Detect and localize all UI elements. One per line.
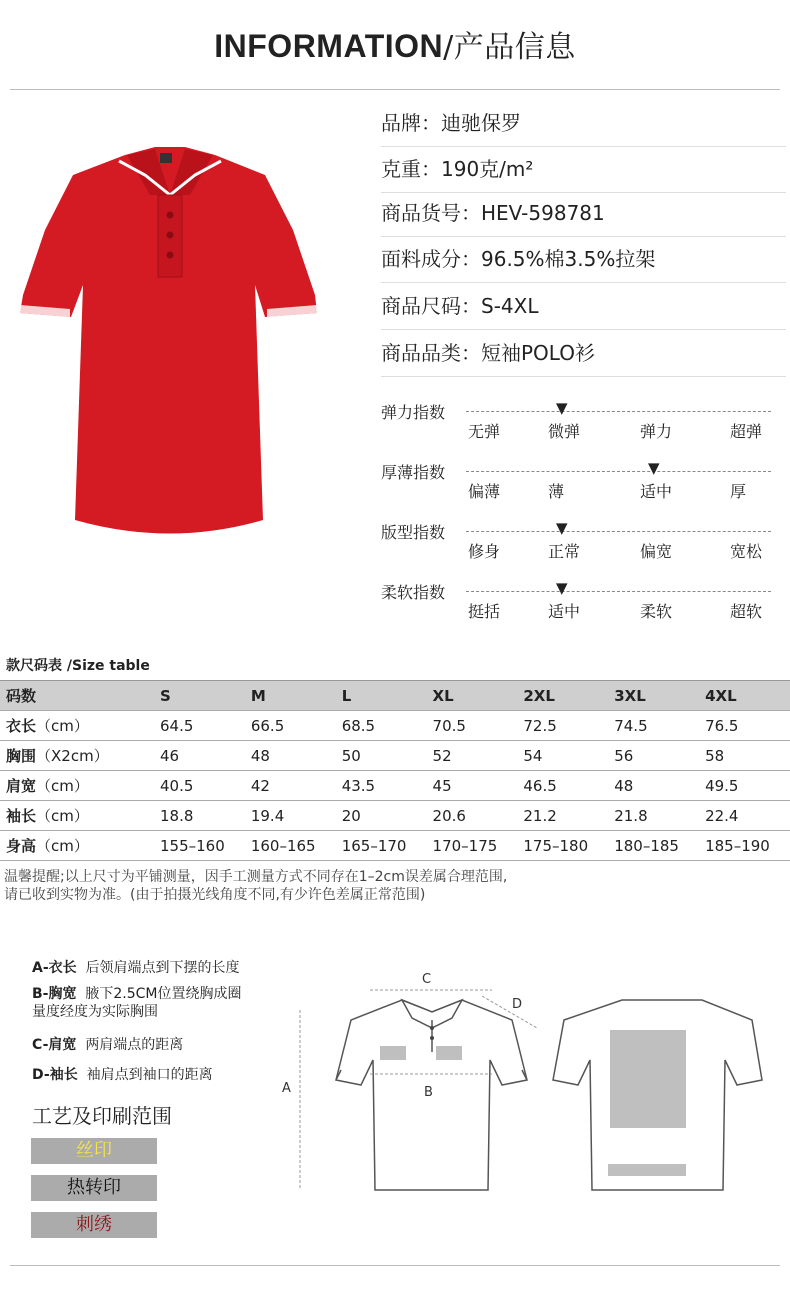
index-option: 薄 xyxy=(548,482,565,501)
index-option: 修身 xyxy=(468,542,501,561)
index-line xyxy=(466,531,771,532)
measure-a: A-衣长 后领肩端点到下摆的长度 xyxy=(32,960,240,976)
info-weight: 克重：190克/m² xyxy=(381,146,786,193)
divider xyxy=(10,89,780,90)
table-row: 胸围（X2cm） 46 48 50 52 54 56 58 xyxy=(0,741,790,771)
selected-arrow-icon: ▼ xyxy=(648,459,660,477)
index-option: 柔软 xyxy=(640,602,673,621)
size-table-title: 款尺码表 /Size table xyxy=(6,658,150,674)
title-en: INFORMATION xyxy=(214,28,444,64)
index-line xyxy=(466,471,771,472)
label-b: B xyxy=(424,1085,433,1100)
index-option: 适中 xyxy=(548,602,581,621)
info-brand: 品牌：迪驰保罗 xyxy=(381,100,786,147)
index-option: 偏宽 xyxy=(640,542,673,561)
craft-embroidery: 刺绣 xyxy=(31,1212,157,1238)
index-option: 微弹 xyxy=(548,422,581,441)
table-row: 袖长（cm） 18.8 19.4 20 20.6 21.2 21.8 22.4 xyxy=(0,801,790,831)
info-sku: 商品货号：HEV-598781 xyxy=(381,190,786,237)
index-option: 弹力 xyxy=(640,422,673,441)
index-option: 正常 xyxy=(548,542,581,561)
index-label: 版型指数 xyxy=(381,523,446,542)
selected-arrow-icon: ▼ xyxy=(556,399,568,417)
craft-title: 工艺及印刷范围 xyxy=(32,1104,172,1128)
measure-b: B-胸宽 腋下2.5CM位置绕胸成圈 量度经度为实际胸围 xyxy=(32,986,242,1020)
index-option: 偏薄 xyxy=(468,482,501,501)
label-d: D xyxy=(512,997,523,1012)
index-line xyxy=(466,411,771,412)
size-table xyxy=(0,680,790,861)
size-note: 温馨提醒;以上尺寸为平铺测量，因手工测量方式不同存在1–2cm误差属合理范围, 请已收到实物为准。(由于拍摄光线角度不同,有少许色差属正常范围) xyxy=(4,869,508,903)
label-c: C xyxy=(422,972,432,987)
footer-divider xyxy=(10,1265,780,1266)
info-size: 商品尺码：S-4XL xyxy=(381,283,786,330)
index-option: 无弹 xyxy=(468,422,501,441)
index-line xyxy=(466,591,771,592)
craft-heat-transfer: 热转印 xyxy=(31,1175,157,1201)
index-label: 弹力指数 xyxy=(381,403,446,422)
index-option: 超软 xyxy=(730,602,763,621)
index-label: 柔软指数 xyxy=(381,583,446,602)
measure-c: C-肩宽 两肩端点的距离 xyxy=(32,1037,184,1053)
measure-d: D-袖长 袖肩点到袖口的距离 xyxy=(32,1067,213,1083)
table-row: 身高（cm） 155–160 160–165 165–170 170–175 175–180 180–185 185–190 xyxy=(0,831,790,861)
selected-arrow-icon: ▼ xyxy=(556,579,568,597)
table-row: 肩宽（cm） 40.5 42 43.5 45 46.5 48 49.5 xyxy=(0,771,790,801)
title-cn: /产品信息 xyxy=(443,30,576,65)
index-label: 厚薄指数 xyxy=(381,463,446,482)
info-category: 商品品类：短袖POLO衫 xyxy=(381,330,786,377)
index-option: 超弹 xyxy=(730,422,763,441)
craft-silkscreen: 丝印 xyxy=(31,1138,157,1164)
index-option: 厚 xyxy=(730,482,747,501)
index-option: 挺括 xyxy=(468,602,501,621)
measurement-diagram xyxy=(282,960,782,1200)
page-title xyxy=(0,22,790,66)
table-row: 衣长（cm） 64.5 66.5 68.5 70.5 72.5 74.5 76.5 xyxy=(0,711,790,741)
size-table-header: 码数 S M L XL 2XL 3XL 4XL xyxy=(0,681,790,711)
index-option: 适中 xyxy=(640,482,673,501)
info-fabric: 面料成分：96.5%棉3.5%拉架 xyxy=(381,236,786,283)
label-a: A xyxy=(282,1081,291,1096)
polo-shirt-image xyxy=(15,135,320,545)
selected-arrow-icon: ▼ xyxy=(556,519,568,537)
index-option: 宽松 xyxy=(730,542,763,561)
